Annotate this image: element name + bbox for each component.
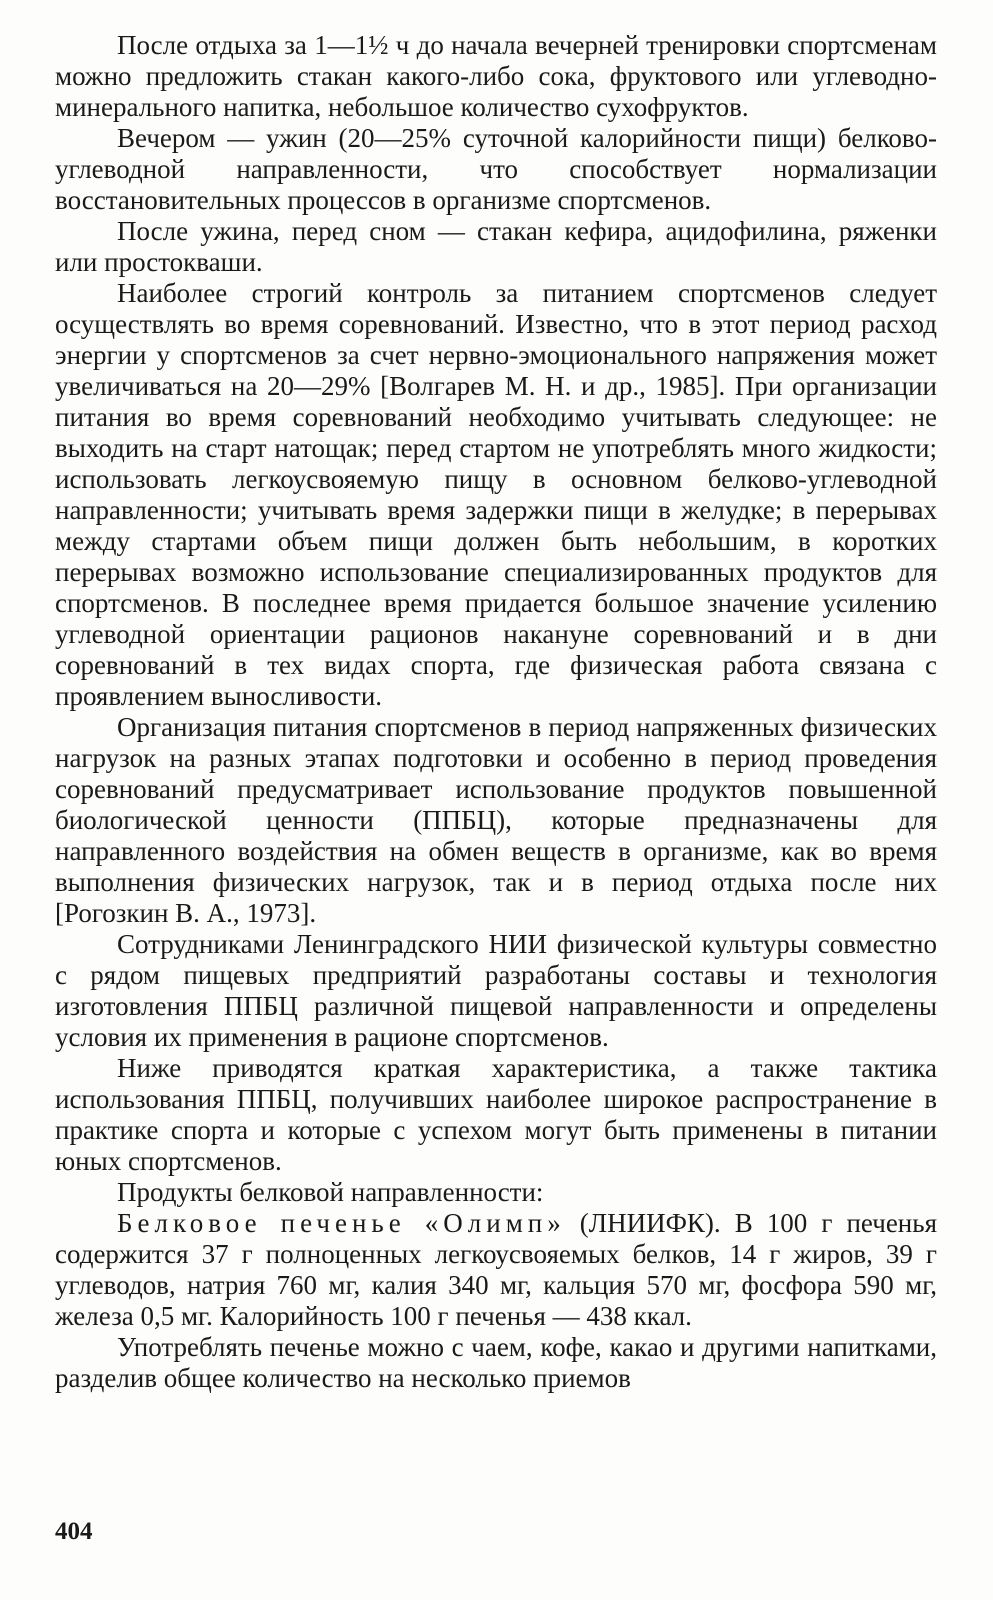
paragraph-ppbc-overview: Ниже приводятся краткая характеристика, а также тактика использования ППБЦ, получивших наиболее широкое распространение в практике спорта и которые с успехом могут быть применены в питании юных спортсменов. xyxy=(55,1053,937,1176)
body-text xyxy=(55,30,937,1394)
paragraph-protein-products-heading: Продукты белковой направленности: xyxy=(117,1177,544,1207)
paragraph-usage: Употреблять печенье можно с чаем, кофе, какао и другими напитками, разделив общее количество на несколько приемов xyxy=(55,1332,937,1393)
product-description: (ЛНИИФК). В 100 г печенья содержится 37 г полноценных легкоусвояемых белков, 14 г жиров, 39 г углеводов, натрия 760 мг, калия 340 мг, кальция 570 мг, фосфора 590 мг, железа 0,5 мг. Калорийность 100 г печенья — 438 ккал. xyxy=(55,1208,937,1331)
paragraph-ppbc-organization: Организация питания спортсменов в период напряженных физических нагрузок на разных этапах подготовки и особенно в период проведения соревнований предусматривает использование продуктов повышенной биологической ценности (ППБЦ), которые предназначены для направленного воздействия на обмен веществ в организме, как во время выполнения физических нагрузок, так и в период отдыха после них [Рогозкин В. А., 1973]. xyxy=(55,712,937,928)
page-number: 404 xyxy=(55,1518,93,1545)
paragraph-competition-nutrition: Наиболее строгий контроль за питанием спортсменов следует осуществлять во время соревнований. Известно, что в этот период расход энергии у спортсменов за счет нервно-эмоционального напряжения может увеличиваться на 20—29% [Волгарев М. Н. и др., 1985]. При организации питания во время соревнований необходимо учитывать следующее: не выходить на старт натощак; перед стартом не употреблять много жидкости; использовать легкоусвояемую пищу в основном белково-углеводной направленности; учитывать время задержки пищи в желудке; в перерывах между стартами объем пищи должен быть небольшим, в коротких перерывах возможно использование специализированных продуктов для спортсменов. В последнее время придается большое значение усилению углеводной ориентации рационов накануне соревнований и в дни соревнований в тех видах спорта, где физическая работа связана с проявлением выносливости. xyxy=(55,278,937,711)
paragraph-before-sleep: После ужина, перед сном — стакан кефира, ацидофилина, ряженки или простокваши. xyxy=(55,216,937,277)
paragraph-evening-snack: После отдыха за 1—1½ ч до начала вечерней тренировки спортсменам можно предложить стакан какого-либо сока, фруктового или углеводно-минерального напитка, небольшое количество сухофруктов. xyxy=(55,30,937,122)
paragraph-dinner: Вечером — ужин (20—25% суточной калорийности пищи) белково-углеводной направленности, что способствует нормализации восстановительных процессов в организме спортсменов. xyxy=(55,123,937,215)
paragraph-olimp-cookie xyxy=(55,1208,937,1332)
product-name: Белковое печенье «Олимп» xyxy=(117,1208,566,1238)
paragraph-institute-development: Сотрудниками Ленинградского НИИ физической культуры совместно с рядом пищевых предприятий разработаны составы и технология изготовления ППБЦ различной пищевой направленности и определены условия их применения в рационе спортсменов. xyxy=(55,929,937,1052)
